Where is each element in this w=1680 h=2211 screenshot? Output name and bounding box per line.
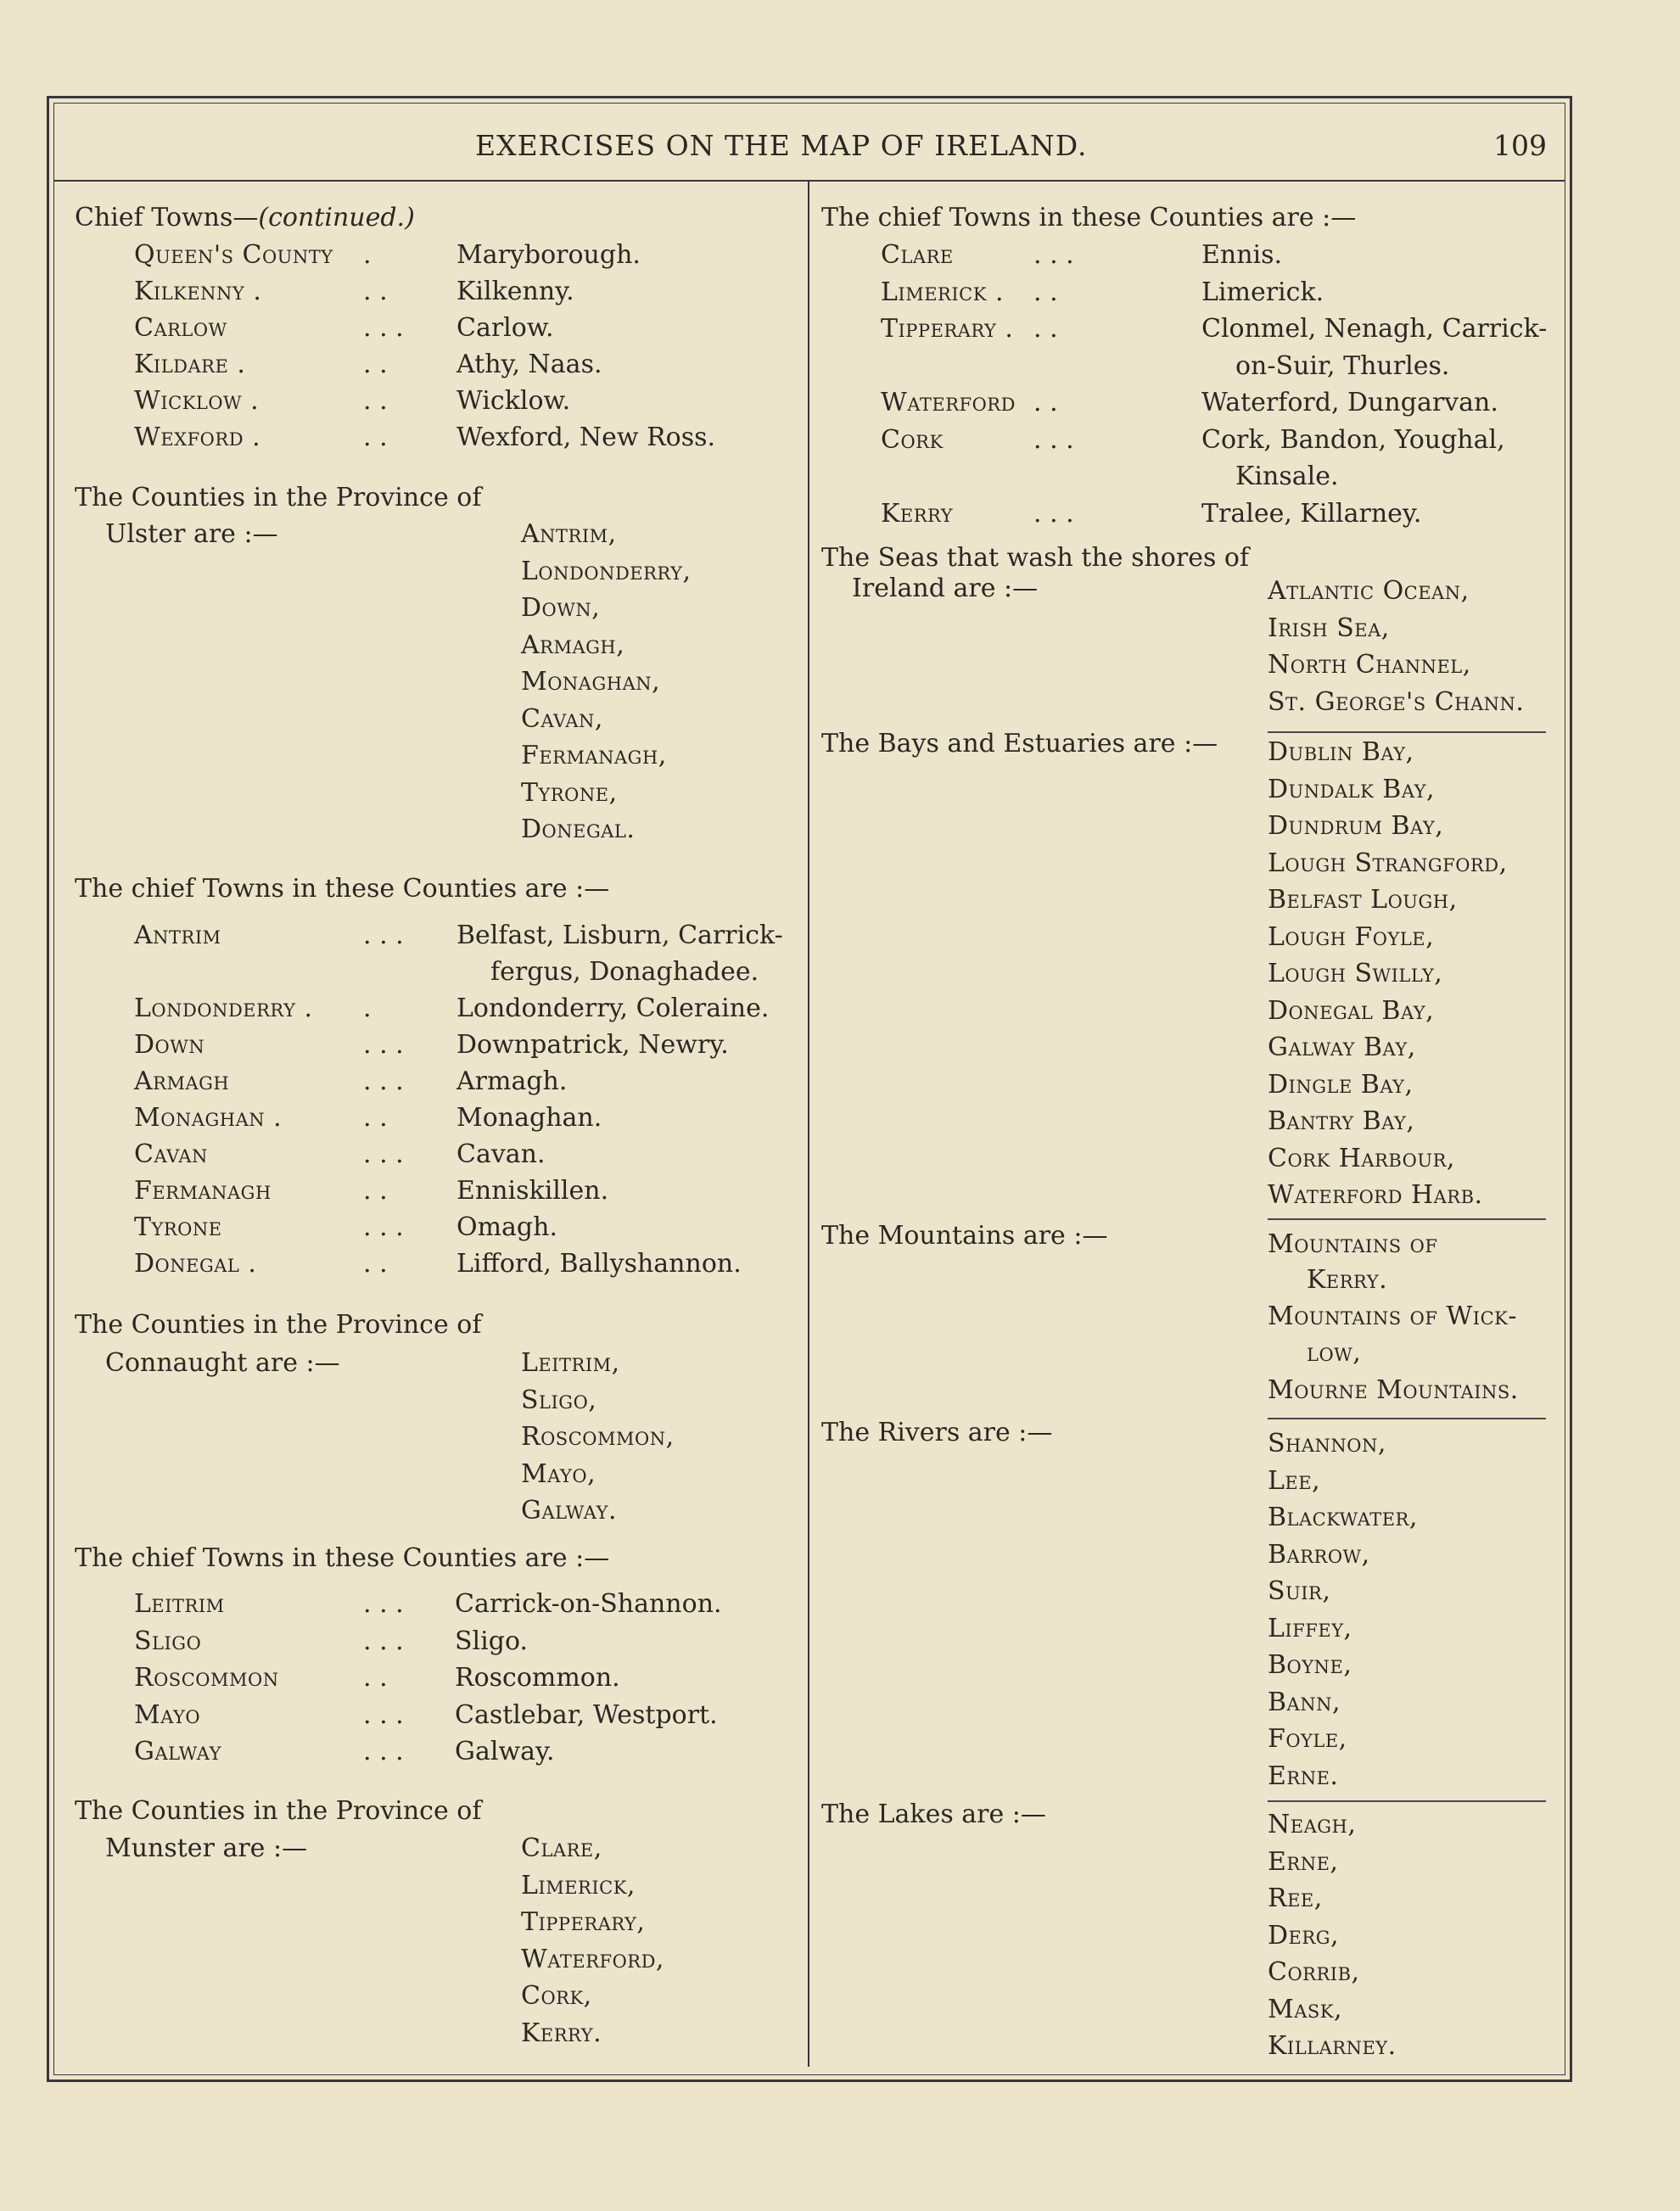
connaught-towns-4: Galway. <box>455 1737 555 1766</box>
munster-dots-0: . . . <box>1033 240 1074 270</box>
munster-towns-0: Ennis. <box>1201 240 1283 270</box>
ulster-dots-0: . . . <box>363 921 404 950</box>
ulster-towns-7: Omagh. <box>456 1212 557 1242</box>
ulster-county-6: Fermanagh, <box>521 741 667 770</box>
mountain-4: Mourne Mountains. <box>1268 1375 1519 1405</box>
munster-county-5: Kerry <box>881 498 954 529</box>
connaught-towns-3: Castlebar, Westport. <box>455 1699 718 1730</box>
river-8: Foyle, <box>1268 1724 1347 1754</box>
munster-towns-cont-2: on-Suir, Thurles. <box>1235 350 1450 381</box>
connaught-county-4: Galway. <box>521 1496 618 1525</box>
munster-county-3: Waterford <box>881 388 1016 417</box>
leinster-dots-1: . . <box>363 277 388 306</box>
munster-towns-2: Clonmel, Nenagh, Carrick- <box>1201 314 1548 344</box>
ulster-towns-2: Downpatrick, Newry. <box>456 1030 729 1060</box>
connaught-county-2: Roscommon <box>134 1663 279 1693</box>
sea-0: Atlantic Ocean, <box>1268 576 1470 606</box>
ulster-heading-cont: Ulster are :— <box>105 519 278 549</box>
munster-county-3: Waterford, <box>521 1944 664 1974</box>
connaught-dots-4: . . . <box>363 1737 404 1766</box>
bay-1: Dundalk Bay, <box>1268 774 1436 804</box>
munster-dots-4: . . . <box>1033 424 1074 455</box>
munster-towns-3: Waterford, Dungarvan. <box>1201 388 1498 417</box>
ulster-dots-5: . . . <box>363 1139 404 1169</box>
ulster-county-7: Tyrone <box>134 1212 222 1242</box>
munster-towns-cont-4: Kinsale. <box>1235 462 1339 491</box>
ulster-towns-8: Lifford, Ballyshannon. <box>456 1249 742 1279</box>
river-9: Erne. <box>1268 1760 1339 1791</box>
ulster-county-5: Cavan <box>134 1139 208 1169</box>
mountains-heading: The Mountains are :— <box>821 1221 1108 1251</box>
leinster-county-4: Wicklow . <box>134 386 260 416</box>
munster-dots-1: . . <box>1033 277 1058 307</box>
leinster-towns-4: Wicklow. <box>456 386 571 416</box>
bay-7: Donegal Bay, <box>1268 995 1435 1026</box>
bay-12: Waterford Harb. <box>1268 1180 1483 1210</box>
bay-6: Lough Swilly, <box>1268 959 1443 988</box>
ulster-towns-6: Enniskillen. <box>456 1176 609 1206</box>
ulster-dots-2: . . . <box>363 1030 404 1060</box>
bay-4: Belfast Lough, <box>1268 885 1458 915</box>
ulster-dots-8: . . <box>363 1249 388 1279</box>
ulster-towns-5: Cavan. <box>456 1139 546 1169</box>
river-4: Suir, <box>1268 1576 1331 1606</box>
sea-3: St. George's Chann. <box>1268 686 1525 717</box>
mountain-1: Kerry. <box>1307 1265 1388 1295</box>
ulster-towns-4: Monaghan. <box>456 1103 602 1133</box>
leinster-county-5: Wexford . <box>134 423 261 452</box>
ulster-towns-1: Londonderry, Coleraine. <box>456 994 770 1023</box>
bay-5: Lough Foyle, <box>1268 921 1435 952</box>
ulster-county-7: Tyrone, <box>521 777 618 808</box>
munster-heading-cont: Munster are :— <box>105 1833 308 1863</box>
rivers-rule <box>1268 1418 1546 1419</box>
ulster-towns-cont-0: fergus, Donaghadee. <box>490 957 759 987</box>
munster-county-2: Tipperary, <box>521 1907 646 1937</box>
munster-county-0: Clare, <box>521 1833 602 1863</box>
lake-5: Mask, <box>1268 1994 1342 2024</box>
connaught-county-0: Leitrim, <box>521 1348 620 1378</box>
bays-rule <box>1268 731 1546 733</box>
munster-county-4: Cork, <box>521 1981 592 2011</box>
sea-1: Irish Sea, <box>1268 613 1390 643</box>
lakes-rule <box>1268 1800 1546 1802</box>
connaught-dots-1: . . . <box>363 1626 404 1656</box>
ulster-heading: The Counties in the Province of <box>75 483 482 512</box>
leinster-county-3: Kildare . <box>134 350 246 379</box>
ulster-county-4: Monaghan . <box>134 1103 283 1133</box>
leinster-dots-2: . . . <box>363 313 404 343</box>
running-title: EXERCISES ON THE MAP OF IRELAND. <box>475 129 1088 162</box>
leinster-dots-0: . <box>363 240 372 270</box>
lake-2: Ree, <box>1268 1884 1323 1913</box>
ulster-towns-3: Armagh. <box>456 1066 568 1096</box>
river-2: Blackwater, <box>1268 1503 1418 1532</box>
ulster-dots-3: . . . <box>363 1066 404 1096</box>
ulster-county-0: Antrim <box>134 921 221 950</box>
munster-dots-3: . . <box>1033 388 1058 417</box>
connaught-heading: The Counties in the Province of <box>75 1310 482 1340</box>
munster-towns-5: Tralee, Killarney. <box>1201 498 1422 529</box>
connaught-dots-0: . . . <box>363 1589 404 1619</box>
river-5: Liffey, <box>1268 1613 1352 1643</box>
bays-heading: The Bays and Estuaries are :— <box>821 729 1218 758</box>
ulster-county-5: Cavan, <box>521 703 603 734</box>
continued-italic: (continued.) <box>258 203 415 232</box>
ulster-county-4: Monaghan, <box>521 667 661 697</box>
ulster-towns-0: Belfast, Lisburn, Carrick- <box>456 921 783 950</box>
chief-towns-continued-heading: Chief Towns—(continued.) <box>75 203 415 232</box>
leinster-dots-3: . . <box>363 350 388 379</box>
ulster-county-2: Down <box>134 1030 205 1060</box>
connaught-towns-heading: The chief Towns in these Counties are :— <box>75 1543 610 1573</box>
ulster-county-1: Londonderry, <box>521 556 692 586</box>
munster-county-0: Clare <box>881 240 954 270</box>
mountains-rule <box>1268 1218 1546 1220</box>
lake-6: Killarney. <box>1268 2031 1397 2061</box>
ulster-county-0: Antrim, <box>521 519 617 549</box>
bay-8: Galway Bay, <box>1268 1033 1416 1062</box>
connaught-towns-1: Sligo. <box>455 1626 529 1656</box>
leinster-county-1: Kilkenny . <box>134 277 262 306</box>
lake-0: Neagh, <box>1268 1810 1357 1839</box>
ulster-county-2: Down, <box>521 593 601 623</box>
connaught-county-1: Sligo, <box>521 1385 597 1415</box>
rivers-heading: The Rivers are :— <box>821 1418 1053 1447</box>
bay-3: Lough Strangford, <box>1268 848 1508 878</box>
connaught-county-3: Mayo <box>134 1699 201 1730</box>
munster-towns-heading: The chief Towns in these Counties are :— <box>821 203 1357 232</box>
river-6: Boyne, <box>1268 1650 1352 1680</box>
munster-county-5: Kerry. <box>521 2018 602 2048</box>
connaught-county-4: Galway <box>134 1737 221 1766</box>
leinster-towns-0: Maryborough. <box>456 240 641 270</box>
ulster-county-8: Donegal. <box>521 814 636 844</box>
ulster-county-1: Londonderry . <box>134 994 313 1023</box>
leinster-towns-3: Athy, Naas. <box>456 350 602 379</box>
munster-dots-2: . . <box>1033 314 1058 344</box>
munster-towns-1: Limerick. <box>1201 277 1324 307</box>
seas-heading: The Seas that wash the shores of <box>821 543 1250 573</box>
connaught-heading-cont: Connaught are :— <box>105 1348 340 1378</box>
ulster-county-8: Donegal . <box>134 1249 257 1279</box>
lakes-heading: The Lakes are :— <box>821 1800 1046 1829</box>
ulster-county-3: Armagh, <box>521 630 625 660</box>
leinster-dots-5: . . <box>363 423 388 452</box>
connaught-towns-0: Carrick-on-Shannon. <box>455 1589 722 1619</box>
connaught-dots-3: . . . <box>363 1699 404 1730</box>
connaught-dots-2: . . <box>363 1663 388 1693</box>
leinster-dots-4: . . <box>363 386 388 416</box>
bay-0: Dublin Bay, <box>1268 737 1414 767</box>
ulster-dots-4: . . <box>363 1103 388 1133</box>
lake-4: Corrib, <box>1268 1957 1360 1987</box>
lake-3: Derg, <box>1268 1920 1340 1951</box>
seas-heading-cont: Ireland are :— <box>852 574 1039 603</box>
munster-dots-5: . . . <box>1033 498 1074 529</box>
river-1: Lee, <box>1268 1465 1321 1496</box>
sea-2: North Channel, <box>1268 650 1471 680</box>
munster-county-1: Limerick . <box>881 277 1004 307</box>
connaught-county-3: Mayo, <box>521 1458 596 1489</box>
header-rule <box>53 180 1565 182</box>
ulster-dots-1: . <box>363 994 372 1023</box>
leinster-county-0: Queen's County <box>134 240 333 270</box>
lake-1: Erne, <box>1268 1846 1339 1877</box>
bay-10: Bantry Bay, <box>1268 1106 1415 1136</box>
river-7: Bann, <box>1268 1687 1341 1717</box>
bay-2: Dundrum Bay, <box>1268 811 1444 841</box>
munster-towns-4: Cork, Bandon, Youghal, <box>1201 424 1505 455</box>
mountain-2: Mountains of Wick- <box>1268 1301 1517 1331</box>
ulster-dots-7: . . . <box>363 1212 404 1242</box>
munster-county-4: Cork <box>881 424 944 455</box>
ulster-county-3: Armagh <box>134 1066 230 1096</box>
munster-county-2: Tipperary . <box>881 314 1014 344</box>
leinster-towns-1: Kilkenny. <box>456 277 574 306</box>
river-3: Barrow, <box>1268 1539 1370 1570</box>
ulster-dots-6: . . <box>363 1176 388 1206</box>
mountain-3: low, <box>1307 1338 1362 1368</box>
connaught-county-2: Roscommon, <box>521 1422 675 1452</box>
bay-9: Dingle Bay, <box>1268 1069 1414 1100</box>
ulster-towns-heading: The chief Towns in these Counties are :— <box>75 874 610 904</box>
mountain-0: Mountains of <box>1268 1229 1438 1259</box>
connaught-county-1: Sligo <box>134 1626 202 1656</box>
bay-11: Cork Harbour, <box>1268 1143 1455 1173</box>
munster-county-1: Limerick, <box>521 1870 636 1900</box>
leinster-county-2: Carlow <box>134 313 227 343</box>
ulster-county-6: Fermanagh <box>134 1176 272 1206</box>
connaught-towns-2: Roscommon. <box>455 1663 620 1693</box>
munster-heading: The Counties in the Province of <box>75 1796 482 1826</box>
connaught-county-0: Leitrim <box>134 1589 225 1619</box>
column-divider <box>808 182 809 2067</box>
leinster-towns-5: Wexford, New Ross. <box>456 423 716 452</box>
river-0: Shannon, <box>1268 1429 1386 1458</box>
leinster-towns-2: Carlow. <box>456 313 554 343</box>
page-number: 109 <box>1493 129 1547 162</box>
